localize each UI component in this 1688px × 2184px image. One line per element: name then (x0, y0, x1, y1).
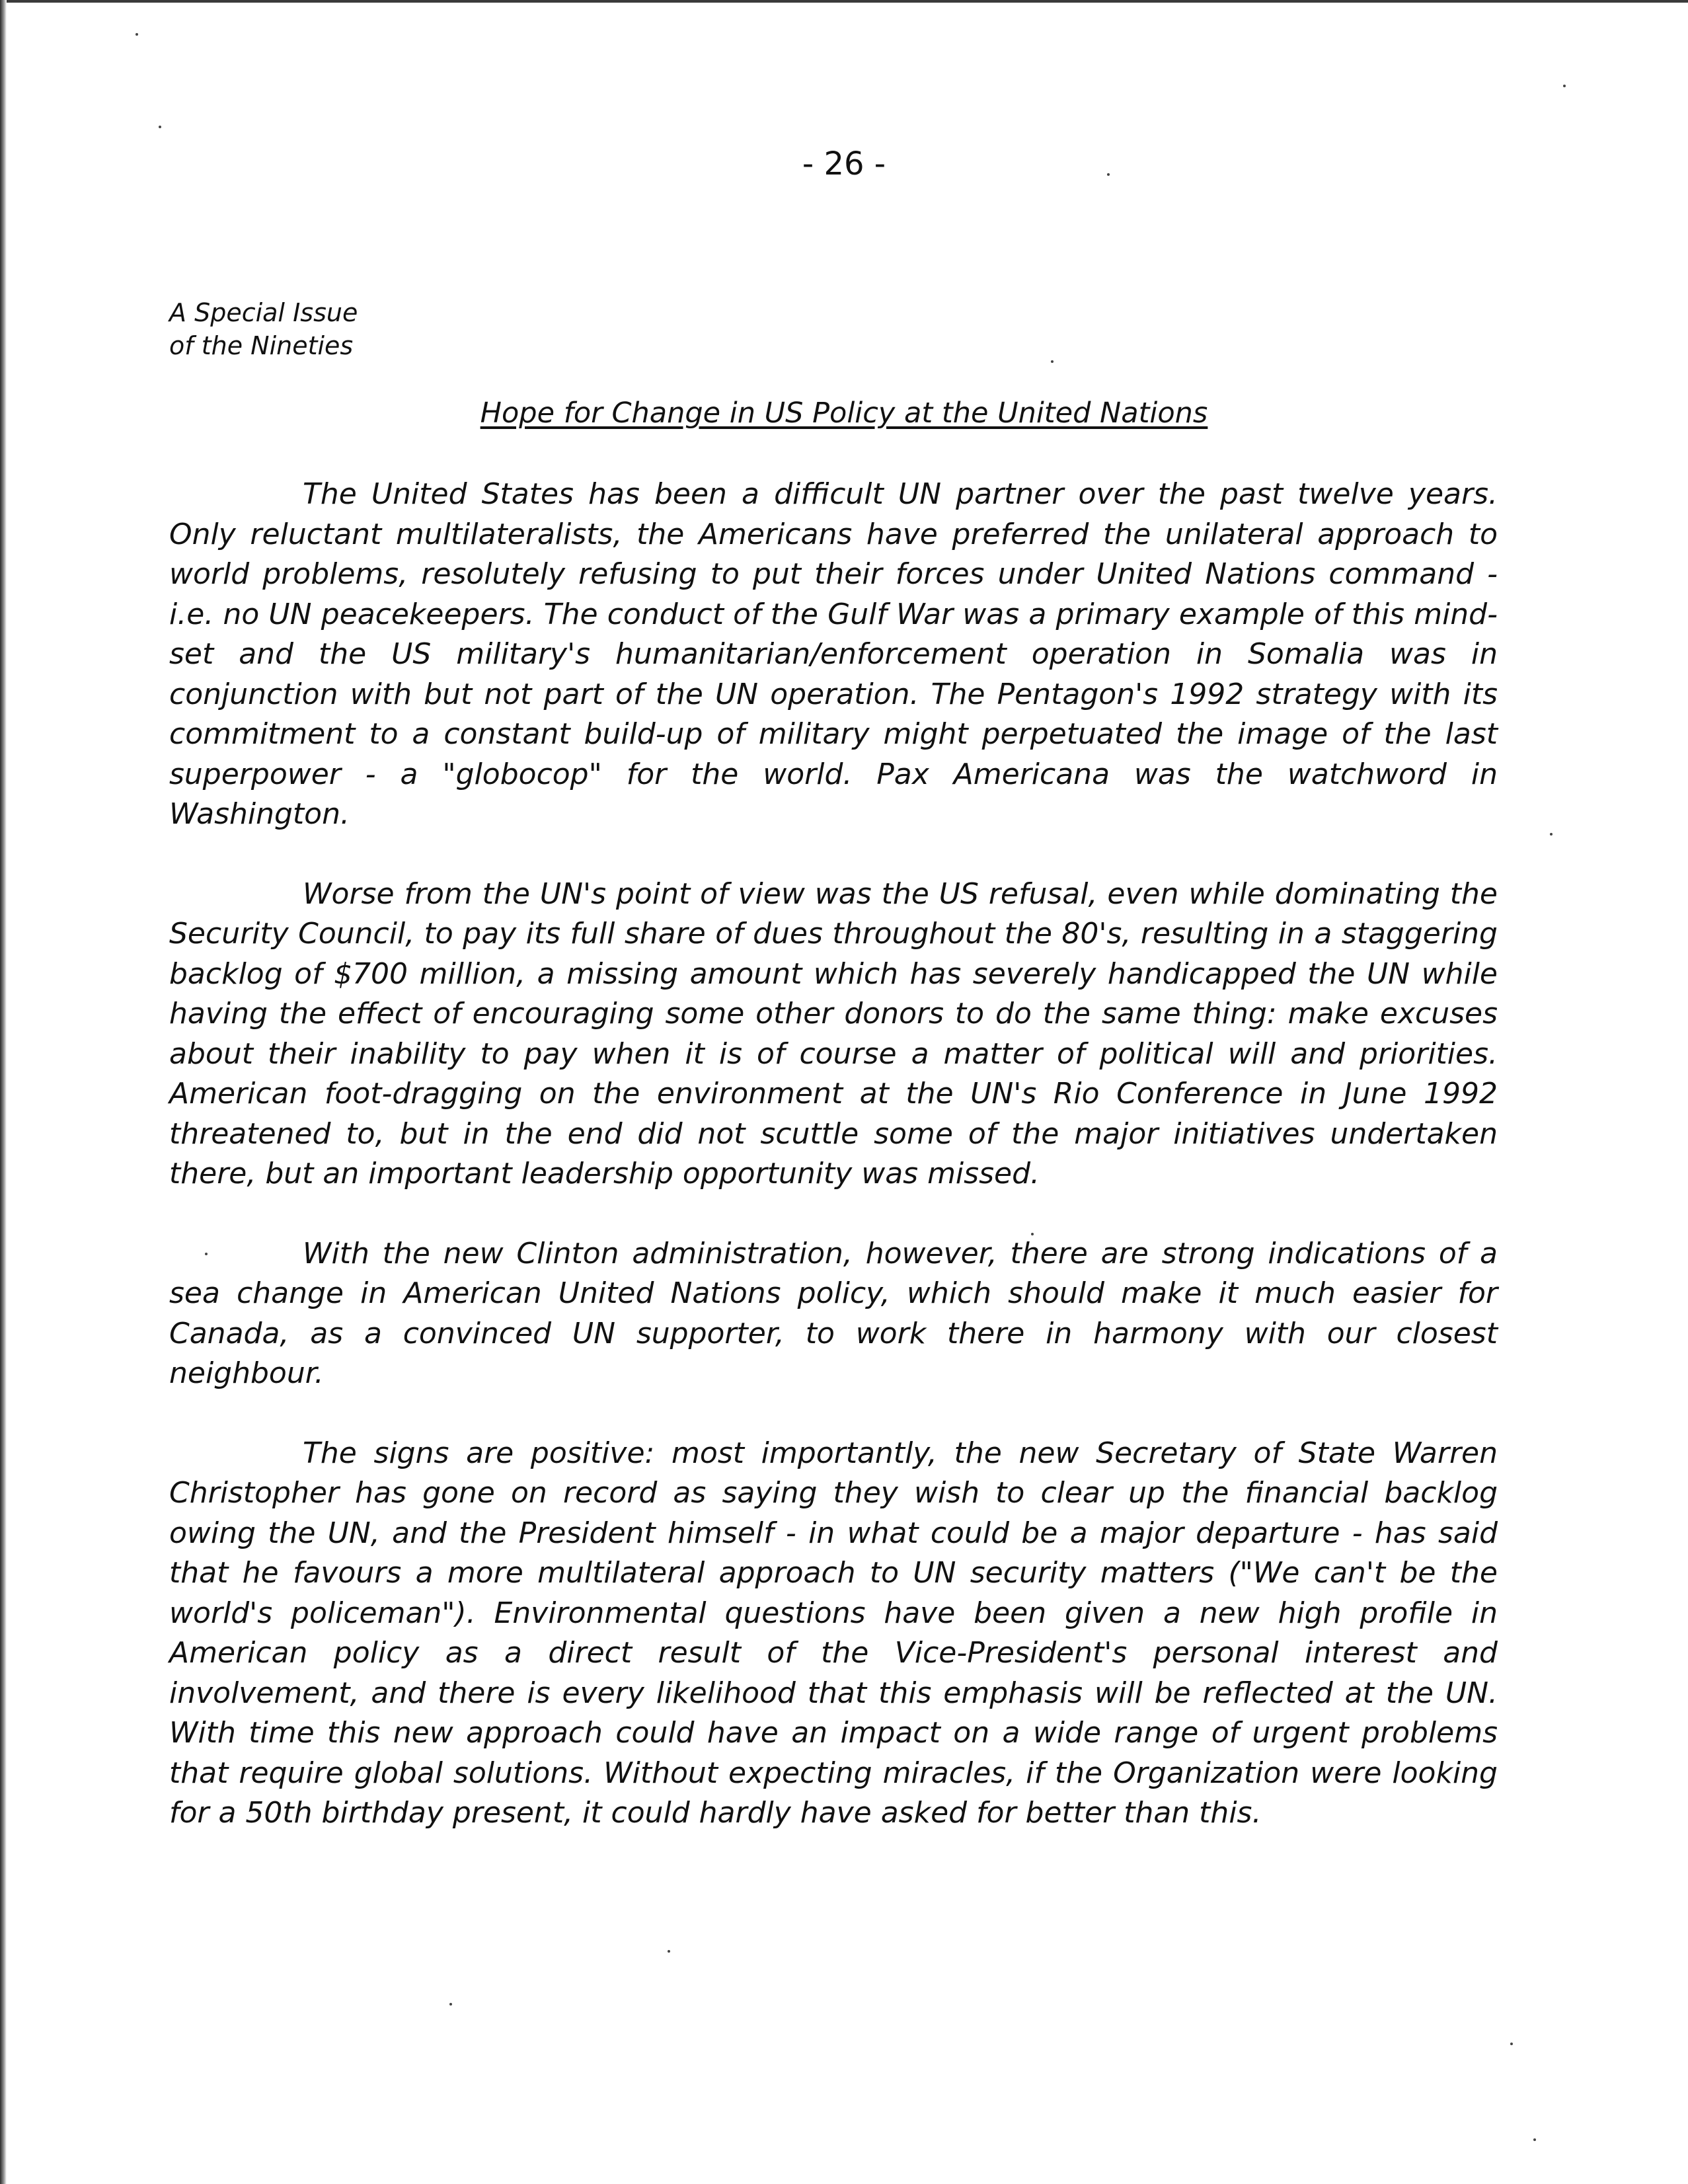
scan-top-edge (0, 0, 1688, 3)
section-label (169, 296, 358, 362)
section-label-line: A Special Issue (169, 298, 358, 327)
scan-speck (1031, 1233, 1034, 1235)
section-label-line: of the Nineties (169, 331, 354, 360)
page-number: - 26 - (802, 145, 886, 182)
scan-speck (135, 33, 138, 36)
scan-speck (1051, 360, 1054, 363)
scan-speck (1533, 2138, 1536, 2141)
document-body (169, 475, 1498, 1873)
body-paragraph: The signs are positive: most importantly, the new Secretary of State Warren Christopher has gone on record as saying they wish to clear up the financial backlog owing the UN, and the President himself - in what could be a major departure - has said that he favours a more multilateral approach to UN security matters ("We can't be the world's policeman"). Environmental questions have been given a new high profile in American policy as a direct result of the Vice-President's personal interest and involvement, and there is every likelihood that this emphasis will be reflected at the UN. With time this new approach could have an impact on a wide range of urgent problems that require global solutions. Without expecting miracles, if the Organization were looking for a 50th birthday present, it could hardly have asked for better than this. (169, 1436, 1498, 1830)
body-paragraph: Worse from the UN's point of view was the US refusal, even while dominating the Security Council, to pay its full share of dues throughout the 80's, resulting in a staggering backlog of $700 million, a missing amount which has severely handicapped the UN while having the effect of encouraging some other donors to do the same thing: make excuses about their inability to pay when it is of course a matter of political will and priorities. American foot-dragging on the environment at the UN's Rio Conference in June 1992 threatened to, but in the end did not scuttle some of the major initiatives undertaken there, but an important leadership opportunity was missed. (169, 877, 1498, 1190)
scan-speck (1563, 85, 1566, 87)
scan-speck (205, 1253, 208, 1255)
body-paragraph: With the new Clinton administration, however, there are strong indications of a sea change in American United Nations policy, which should make it much easier for Canada, as a convinced UN supporter, to work there in harmony with our closest neighbour. (169, 1236, 1498, 1390)
scan-left-edge (0, 0, 7, 2184)
scan-speck (1550, 833, 1553, 836)
document-title: Hope for Change in US Policy at the United Nations (480, 397, 1208, 430)
scan-speck (1510, 2043, 1513, 2045)
scan-speck (159, 126, 161, 128)
scan-speck (449, 2003, 452, 2006)
body-paragraph: The United States has been a difficult UN partner over the past twelve years. Only reluctant multilateralists, the Americans have preferred the unilateral approach to world problems, resolutely refusing to put their forces under United Nations command - i.e. no UN peacekeepers. The conduct of the Gulf War was a primary example of this mind-set and the US military's humanitarian/enforcement operation in Somalia was in conjunction with but not part of the UN operation. The Pentagon's 1992 strategy with its commitment to a constant build-up of military might perpetuated the image of the last superpower - a "globocop" for the world. Pax Americana was the watchword in Washington. (169, 477, 1498, 831)
scan-speck (1107, 173, 1110, 176)
scan-speck (668, 1950, 670, 1953)
